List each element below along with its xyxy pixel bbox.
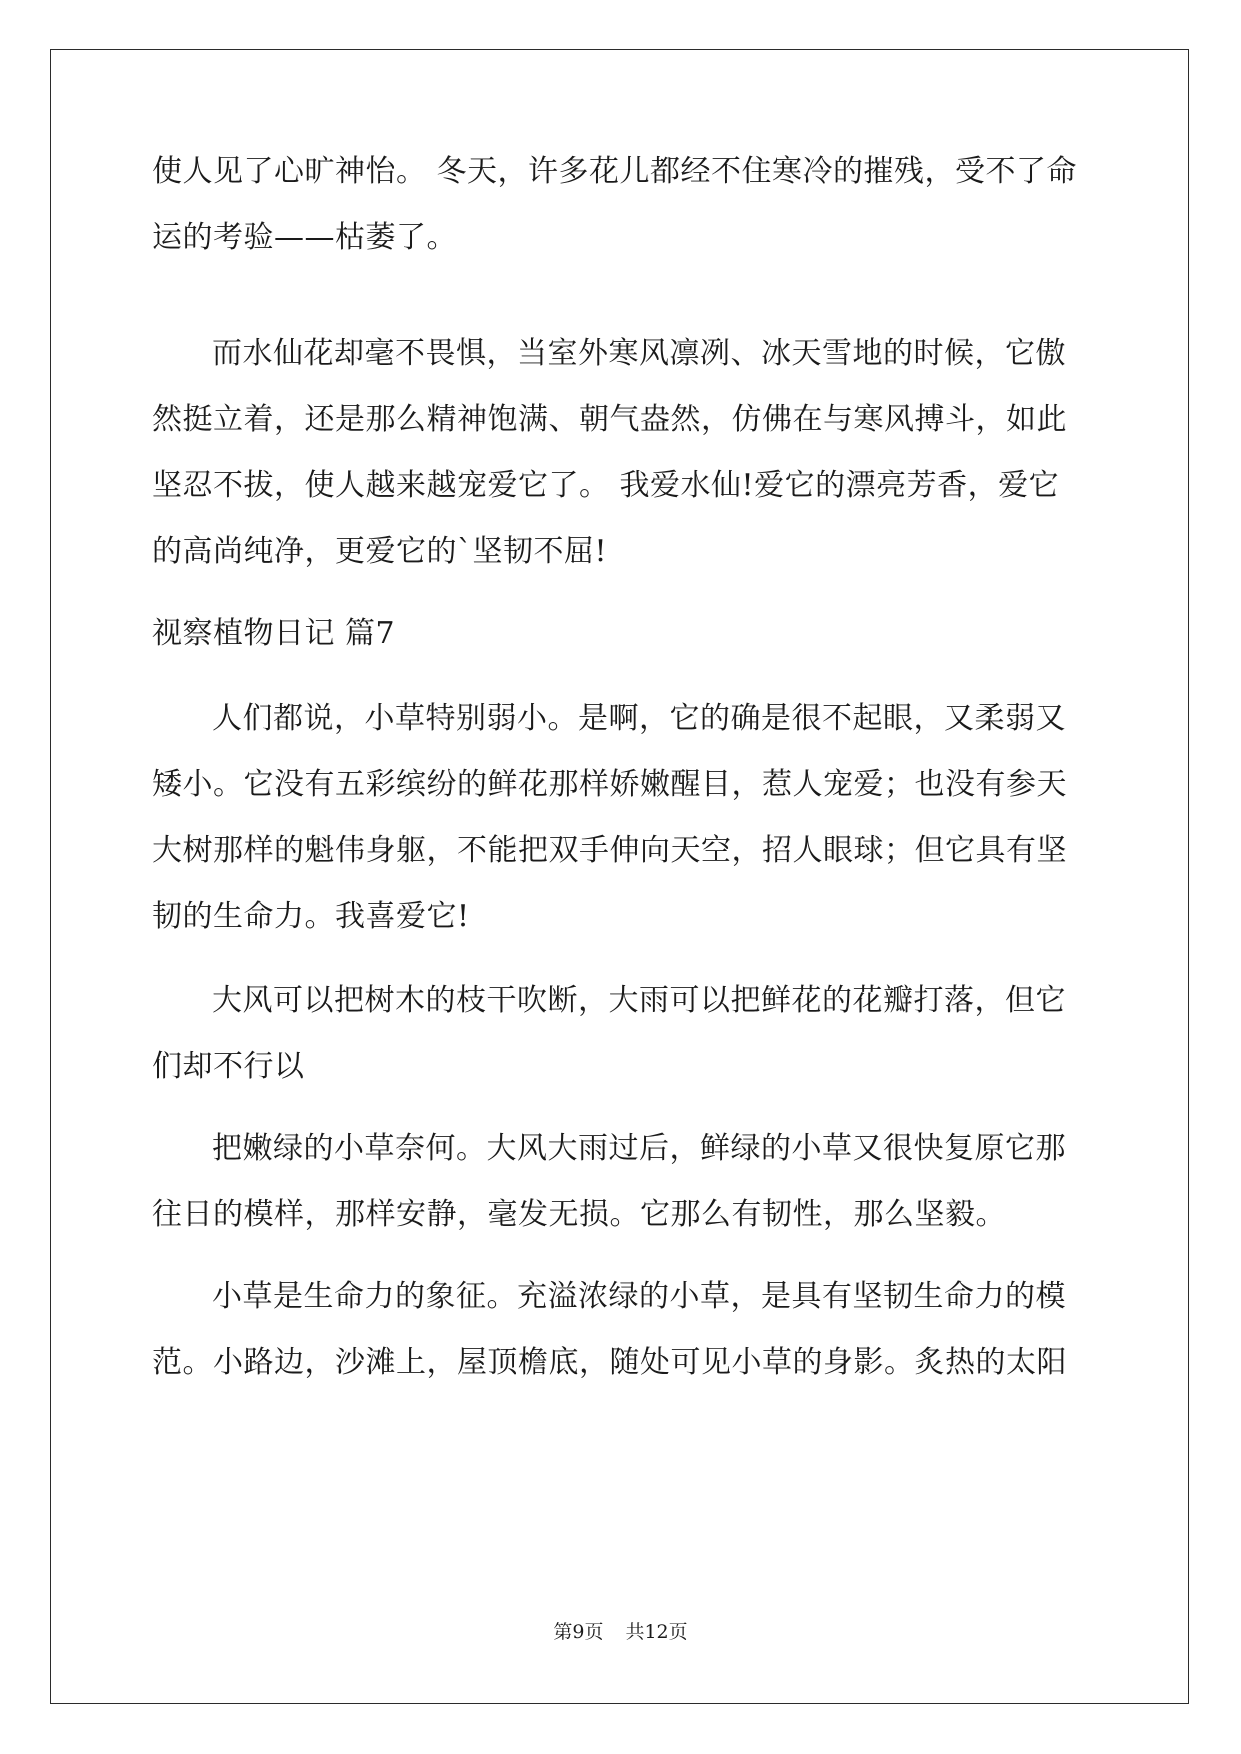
paragraph-first-line: 把嫩绿的小草奈何。大风大雨过后，鲜绿的小草又很快复原它那 [212,1131,1066,1166]
paragraph-first-line: 人们都说，小草特别弱小。是啊，它的确是很不起眼，又柔弱又 [212,701,1066,736]
text-line: 们却不行以 [152,1049,305,1084]
text-line: 使人见了心旷神怡。 冬天，许多花儿都经不住寒冷的摧残，受不了命 [152,154,1078,189]
paragraph-first-line: 大风可以把树木的枝干吹断，大雨可以把鲜花的花瓣打落，但它 [212,983,1066,1018]
text-line: 范。小路边，沙滩上，屋顶檐底，随处可见小草的身影。炙热的太阳 [152,1345,1067,1380]
text-line: 韧的生命力。我喜爱它! [152,899,470,934]
section-heading: 视察植物日记 篇7 [152,616,396,651]
paragraph-first-line: 而水仙花却毫不畏惧，当室外寒风凛冽、冰天雪地的时候，它傲 [212,336,1066,371]
page-border [50,49,1189,1704]
text-line: 坚忍不拔，使人越来越宠爱它了。 我爱水仙!爱它的漂亮芳香，爱它 [152,468,1060,503]
paragraph-first-line: 小草是生命力的象征。充溢浓绿的小草，是具有坚韧生命力的模 [212,1279,1066,1314]
text-line: 运的考验——枯萎了。 [152,220,457,255]
page-footer [0,1620,1241,1644]
page-number: 第9页 [553,1621,604,1643]
text-line: 的高尚纯净，更爱它的`坚韧不屈! [152,534,608,569]
text-line: 大树那样的魁伟身躯，不能把双手伸向天空，招人眼球；但它具有坚 [152,833,1067,868]
page-total: 共12页 [625,1621,688,1643]
text-line: 然挺立着，还是那么精神饱满、朝气盎然，仿佛在与寒风搏斗，如此 [152,402,1067,437]
text-line: 矮小。它没有五彩缤纷的鲜花那样娇嫩醒目，惹人宠爱；也没有参天 [152,767,1067,802]
text-line: 往日的模样，那样安静，毫发无损。它那么有韧性，那么坚毅。 [152,1197,1006,1232]
